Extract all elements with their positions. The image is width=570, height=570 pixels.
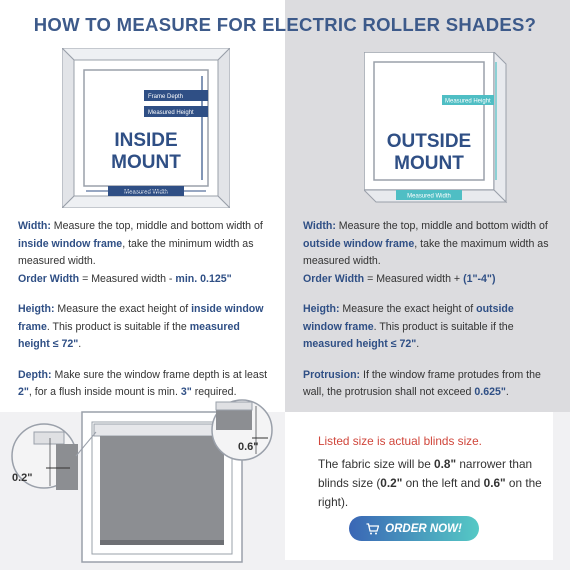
inside-height-text1: Measure the exact height of	[54, 303, 192, 315]
inside-height-bold1: inside window frame	[18, 303, 264, 333]
outside-width-bold: outside window frame	[303, 237, 415, 250]
inside-instructions	[18, 218, 270, 402]
inside-depth-lead: Depth:	[18, 368, 52, 381]
outside-width-text2: , take the maximum width as measured width.	[303, 237, 549, 267]
inside-order-lead: Order Width	[18, 272, 80, 285]
inside-width-bold: inside window frame	[18, 237, 123, 250]
inside-height-text3: .	[78, 338, 82, 350]
inside-depth-bold2: 3"	[180, 386, 192, 398]
fabric-text4: on the right).	[318, 476, 542, 509]
fabric-text1: The fabric size will be	[318, 457, 435, 471]
outside-order-bold: (1"-4")	[463, 272, 496, 285]
outside-order-lead: Order Width	[303, 272, 365, 285]
outside-height-text3: .	[416, 338, 420, 350]
cart-icon	[366, 523, 379, 535]
inside-depth-text3: required.	[191, 386, 237, 398]
outside-width-lead: Width:	[303, 220, 336, 232]
outside-protrusion-text2: .	[505, 386, 509, 398]
outside-protrusion-lead: Protrusion:	[303, 368, 361, 381]
inside-height-lead: Heigth:	[18, 303, 55, 315]
outside-heading-line1: OUTSIDE	[386, 131, 472, 152]
page-title: HOW TO MEASURE FOR ELECTRIC ROLLER SHADES?	[33, 14, 537, 35]
outside-height-text1: Measure the exact height of	[339, 303, 477, 315]
outside-mount-illustration	[364, 52, 514, 204]
right-gap-label: 0.6"	[238, 441, 259, 453]
outside-protrusion-bold: 0.625"	[474, 386, 506, 398]
outside-height-bold2: measured height ≤ 72"	[303, 338, 417, 350]
outside-measured-width-label: Measured Width	[407, 193, 451, 200]
outside-instructions	[303, 218, 553, 402]
fabric-bold3: 0.6"	[483, 476, 506, 490]
bottom-info-text	[318, 432, 558, 512]
measured-width-label: Measured Width	[124, 189, 168, 196]
inside-order-bold: min. 0.125"	[175, 272, 232, 285]
fabric-gap-illustration	[10, 398, 285, 568]
inside-height-text2: . This product is suitable if the	[46, 320, 190, 333]
fabric-text3: on the left and	[402, 476, 484, 490]
inside-height-bold2: measured height ≤ 72"	[18, 320, 240, 350]
outside-width-text1: Measure the top, middle and bottom width of	[335, 220, 548, 232]
outside-height-text2: . This product is suitable if the	[373, 320, 514, 333]
inside-heading-line2: MOUNT	[111, 152, 181, 173]
left-gap-label: 0.2"	[12, 472, 33, 484]
size-notice: Listed size is actual blinds size.	[318, 434, 482, 448]
frame-depth-label: Frame Depth	[148, 94, 184, 100]
inside-heading-line1: INSIDE	[114, 130, 178, 151]
inside-depth-text2: , for a flush inside mount is min.	[28, 386, 181, 398]
outside-measured-height-label: Measured Height	[445, 98, 491, 105]
order-now-label: ORDER NOW!	[385, 522, 462, 535]
inside-width-lead: Width:	[18, 220, 51, 232]
inside-mount-illustration	[62, 48, 230, 208]
fabric-bold1: 0.8"	[434, 457, 457, 471]
outside-heading-line2: MOUNT	[394, 153, 464, 174]
measured-height-label: Measured Height	[148, 110, 194, 116]
order-now-button[interactable]	[349, 516, 479, 541]
outside-order-text: = Measured width +	[364, 272, 464, 285]
outside-height-bold1: outside window frame	[303, 303, 514, 333]
inside-depth-bold1: 2"	[18, 386, 29, 398]
inside-width-text2: , take the minimum width as measured width.	[18, 237, 254, 267]
inside-width-text1: Measure the top, middle and bottom width of	[50, 220, 263, 232]
inside-order-text: = Measured width -	[79, 272, 176, 285]
inside-depth-text1: Make sure the window frame depth is at least	[51, 368, 268, 381]
fabric-text2: narrower than blinds size (	[318, 457, 533, 490]
outside-height-lead: Heigth:	[303, 303, 340, 315]
outside-protrusion-text1: If the window frame protudes from the wall, the protrusion shall not exceed	[303, 368, 541, 398]
fabric-bold2: 0.2"	[380, 476, 403, 490]
